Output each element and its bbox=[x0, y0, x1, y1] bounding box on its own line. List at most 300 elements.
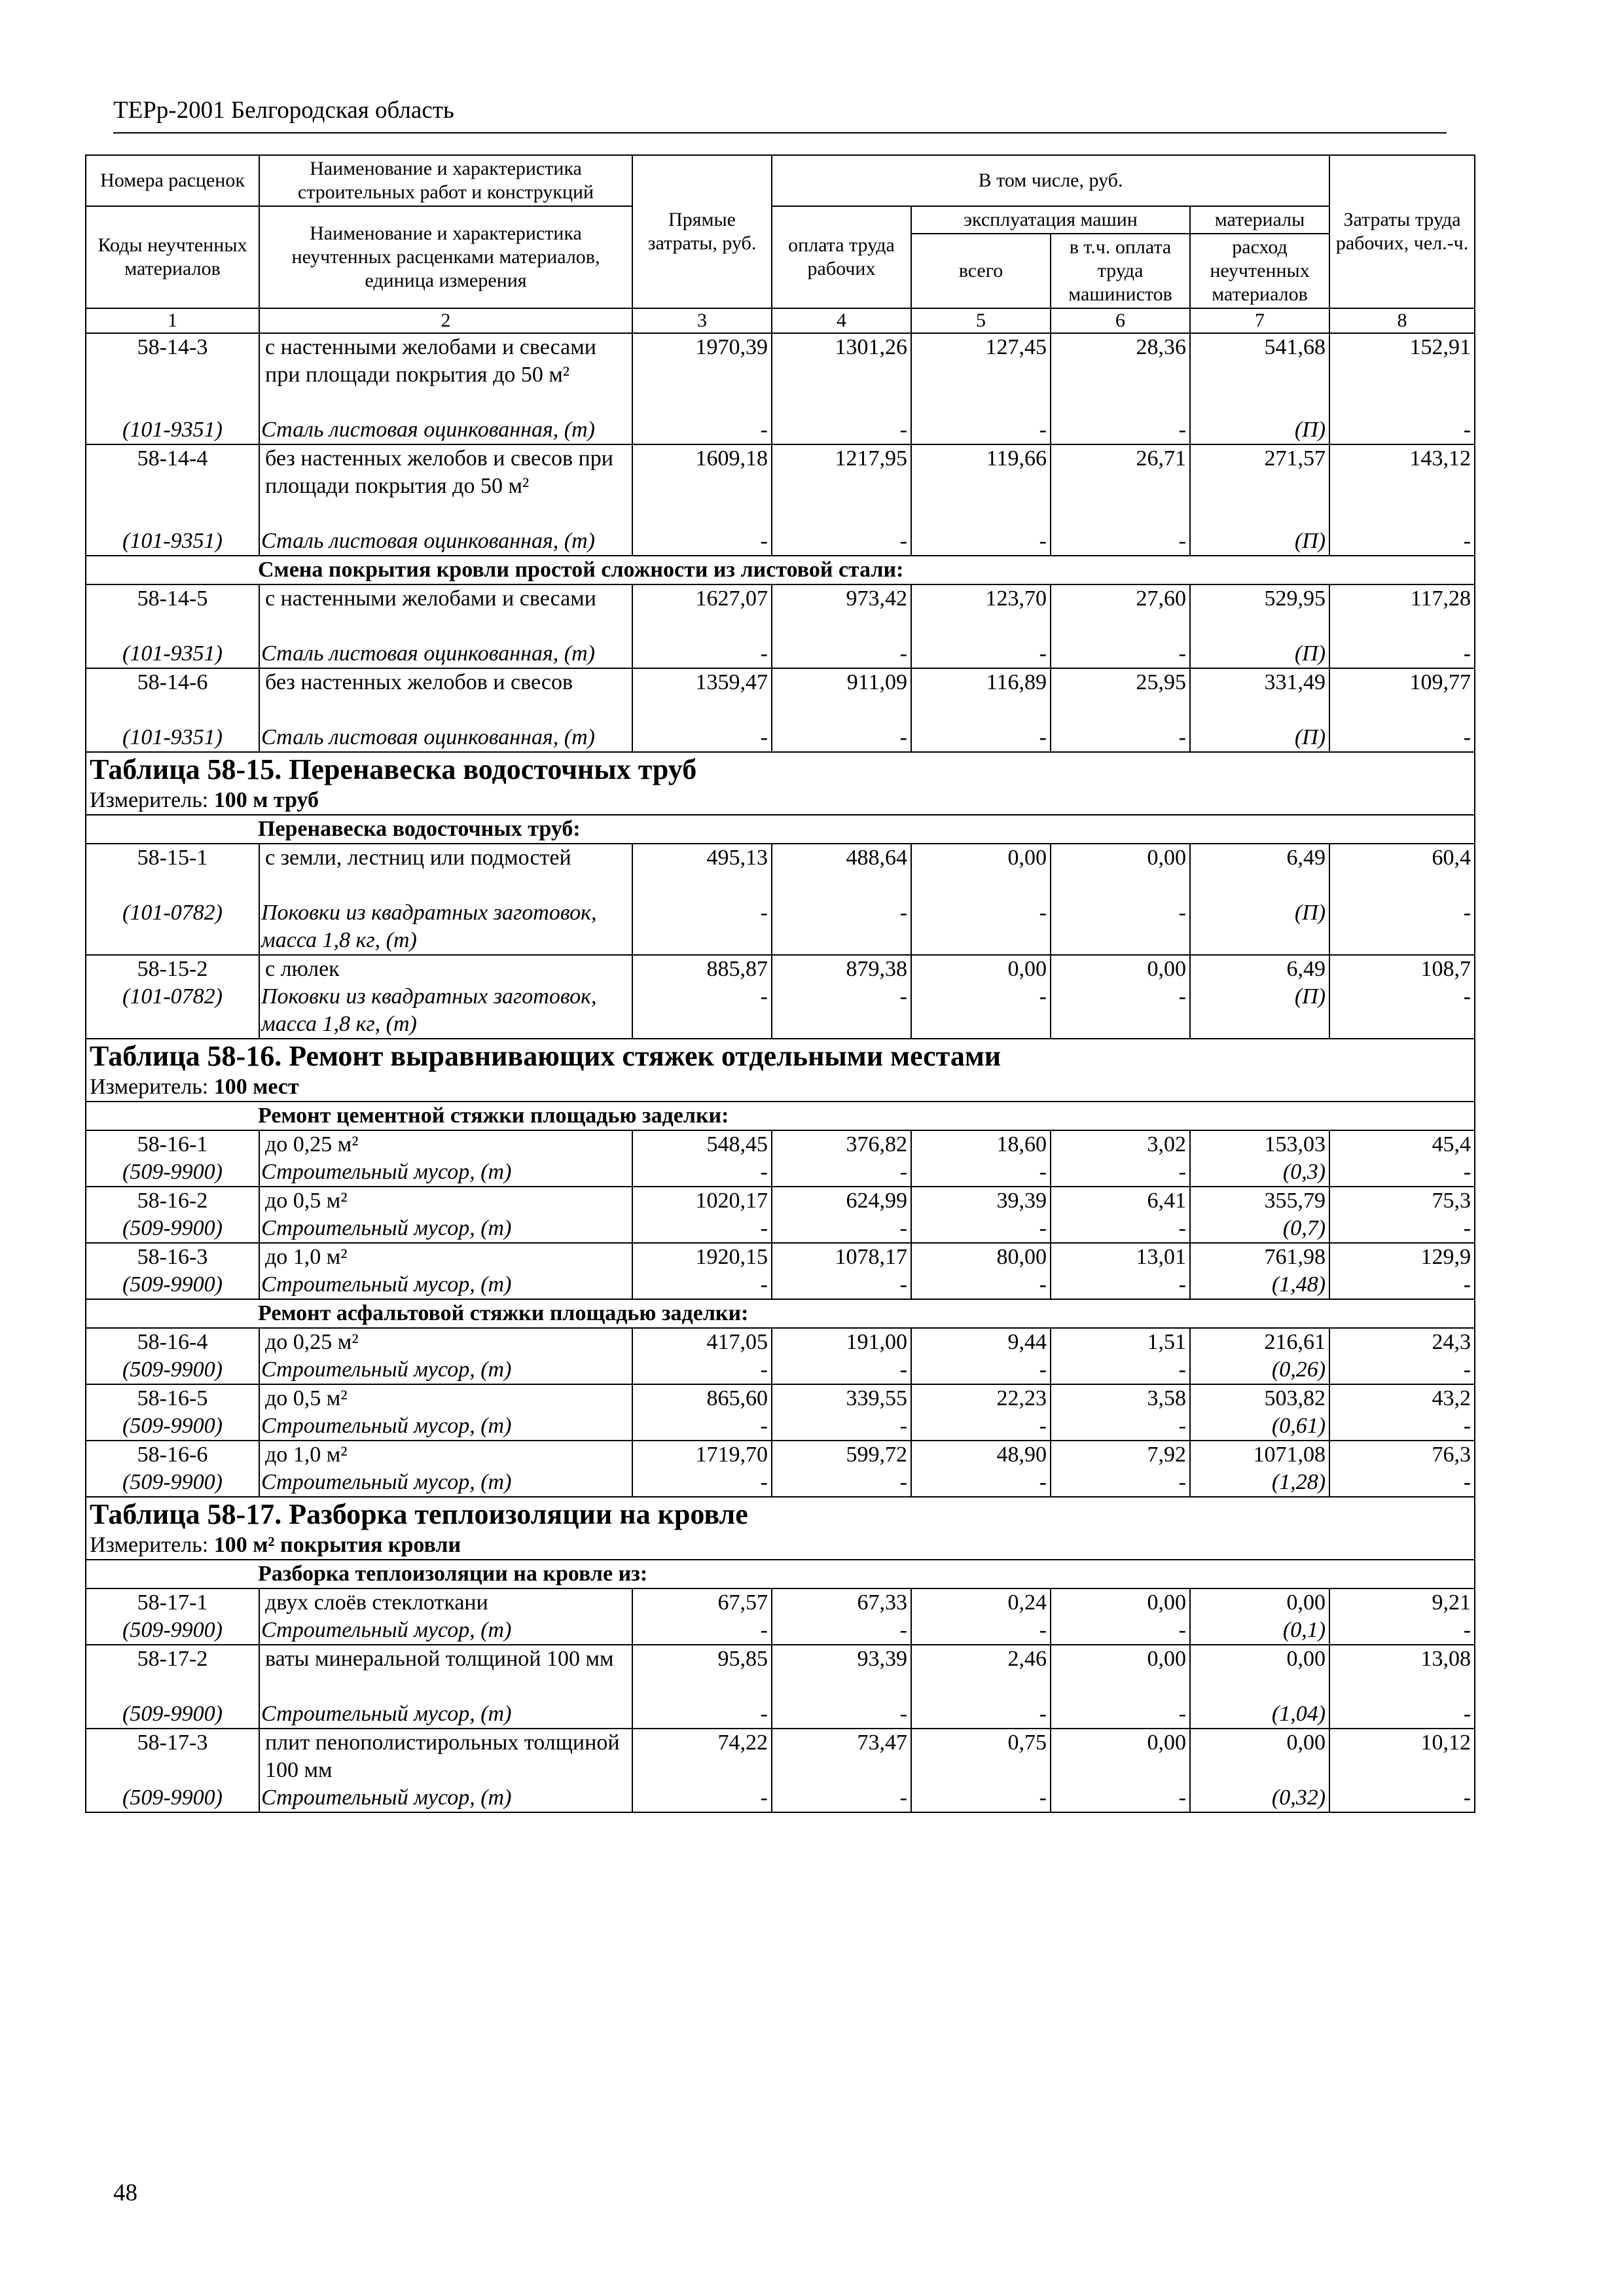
material-code: (509-9900) bbox=[122, 1470, 223, 1494]
section-row bbox=[86, 1560, 1475, 1588]
work-name: до 0,5 м² bbox=[265, 1189, 348, 1213]
material-code: (101-9351) bbox=[122, 418, 223, 442]
material-value: - bbox=[1178, 1618, 1186, 1642]
material-value: (1,48) bbox=[1271, 1272, 1326, 1297]
material-value: - bbox=[899, 725, 907, 749]
table-row bbox=[86, 1328, 1475, 1384]
material-name: Строительный мусор, (т) bbox=[261, 1216, 512, 1240]
spacer bbox=[90, 696, 255, 724]
value: 28,36 bbox=[1136, 335, 1186, 359]
value-cell bbox=[1051, 1328, 1190, 1384]
section-header: Ремонт асфальтовой стяжки площадью заделки: bbox=[258, 1301, 749, 1325]
value: 488,64 bbox=[846, 846, 907, 870]
value: 143,12 bbox=[1409, 446, 1471, 471]
value: 376,82 bbox=[846, 1132, 907, 1157]
material-value: (1,04) bbox=[1271, 1702, 1326, 1726]
material-value: - bbox=[760, 529, 768, 553]
value-cell bbox=[632, 1243, 772, 1299]
table-row bbox=[86, 668, 1475, 752]
material-name: Поковки из квадратных заготовок, масса 1,8 кг, (т) bbox=[261, 984, 597, 1036]
material-value: - bbox=[899, 901, 907, 925]
material-value: - bbox=[1039, 725, 1047, 749]
value-cell bbox=[772, 844, 911, 955]
materials-header: материалы bbox=[1190, 206, 1329, 234]
value: 885,87 bbox=[706, 957, 768, 981]
material-code: (509-9900) bbox=[122, 1160, 223, 1184]
table-body bbox=[86, 333, 1475, 1812]
value: 10,12 bbox=[1420, 1731, 1471, 1755]
rate-code: 58-16-2 bbox=[137, 1189, 208, 1213]
col7-header: расход неучтенных материалов bbox=[1190, 234, 1329, 308]
material-value: - bbox=[1178, 529, 1186, 553]
value-cell bbox=[772, 444, 911, 556]
material-value: - bbox=[899, 1470, 907, 1494]
value-cell bbox=[632, 444, 772, 556]
value-cell bbox=[1190, 1645, 1329, 1729]
material-value: - bbox=[1178, 1414, 1186, 1438]
value-cell bbox=[911, 1243, 1051, 1299]
material-value: (0,1) bbox=[1282, 1618, 1326, 1642]
material-value: - bbox=[899, 984, 907, 1009]
meter-cell bbox=[86, 1532, 1475, 1560]
work-name: двух слоёв стеклоткани bbox=[265, 1590, 488, 1615]
value-cell bbox=[1051, 1130, 1190, 1187]
value: 1359,47 bbox=[695, 670, 768, 694]
col-number: 7 bbox=[1190, 308, 1329, 333]
table-row bbox=[86, 1243, 1475, 1299]
table-row bbox=[86, 333, 1475, 444]
value-cell bbox=[632, 955, 772, 1039]
value-cell bbox=[1190, 1130, 1329, 1187]
material-value: - bbox=[1039, 529, 1047, 553]
meter-label: Измеритель: bbox=[90, 1533, 209, 1557]
value: 0,00 bbox=[1286, 1731, 1326, 1755]
row-name-cell bbox=[259, 1729, 632, 1812]
material-value: - bbox=[1178, 725, 1186, 749]
material-value: - bbox=[899, 641, 907, 666]
value: 331,49 bbox=[1264, 670, 1326, 694]
material-value: - bbox=[1463, 1785, 1471, 1810]
value-cell bbox=[911, 668, 1051, 752]
spacer bbox=[90, 613, 255, 640]
value-cell bbox=[911, 1130, 1051, 1187]
row-code-cell bbox=[86, 1328, 259, 1384]
work-name: ваты минеральной толщиной 100 мм bbox=[265, 1647, 614, 1671]
value-cell bbox=[911, 955, 1051, 1039]
value-cell bbox=[1329, 444, 1475, 556]
value-cell bbox=[911, 1384, 1051, 1441]
value-cell bbox=[632, 1588, 772, 1645]
value-cell bbox=[632, 668, 772, 752]
material-value: - bbox=[1463, 1702, 1471, 1726]
work-name: с люлек bbox=[265, 957, 340, 981]
value-cell bbox=[1190, 844, 1329, 955]
col-number: 5 bbox=[911, 308, 1051, 333]
meter-value: 100 м труб bbox=[213, 788, 319, 812]
work-name: до 1,0 м² bbox=[265, 1443, 348, 1467]
section-row bbox=[86, 1299, 1475, 1328]
material-value: - bbox=[1178, 1357, 1186, 1382]
material-value: - bbox=[1178, 1272, 1186, 1297]
material-value: - bbox=[1039, 1414, 1047, 1438]
table-row bbox=[86, 444, 1475, 556]
value: 1970,39 bbox=[695, 335, 768, 359]
row-code-cell bbox=[86, 1384, 259, 1441]
value: 0,00 bbox=[1007, 846, 1047, 870]
material-value: - bbox=[760, 1160, 768, 1184]
material-value: - bbox=[1039, 1272, 1047, 1297]
value: 76,3 bbox=[1432, 1443, 1471, 1467]
material-value: - bbox=[1463, 1470, 1471, 1494]
work-name: с земли, лестниц или подмостей bbox=[265, 846, 571, 870]
material-name: Строительный мусор, (т) bbox=[261, 1160, 512, 1184]
value-cell bbox=[911, 1645, 1051, 1729]
value-cell bbox=[1329, 333, 1475, 444]
value: 48,90 bbox=[996, 1443, 1047, 1467]
material-code: (509-9900) bbox=[122, 1272, 223, 1297]
section-header-cell bbox=[86, 1560, 1475, 1588]
value-cell bbox=[1190, 333, 1329, 444]
material-value: - bbox=[1039, 1357, 1047, 1382]
material-value: - bbox=[899, 1414, 907, 1438]
material-value: (0,7) bbox=[1282, 1216, 1326, 1240]
meter-row bbox=[86, 1532, 1475, 1560]
material-code: (509-9900) bbox=[122, 1618, 223, 1642]
value-cell bbox=[911, 1441, 1051, 1497]
material-code: (101-9351) bbox=[122, 725, 223, 749]
table-row bbox=[86, 844, 1475, 955]
material-value: - bbox=[760, 984, 768, 1009]
value: 9,44 bbox=[1007, 1330, 1047, 1354]
table-title: Таблица 58-15. Перенавеска водосточных труб bbox=[86, 752, 1475, 787]
value: 0,00 bbox=[1147, 846, 1186, 870]
material-name: Строительный мусор, (т) bbox=[261, 1414, 512, 1438]
rate-code: 58-17-1 bbox=[137, 1590, 208, 1615]
material-value: - bbox=[1178, 1702, 1186, 1726]
value: 1627,07 bbox=[695, 586, 768, 611]
value: 67,33 bbox=[857, 1590, 907, 1615]
rate-code: 58-17-2 bbox=[137, 1647, 208, 1671]
value-cell bbox=[1051, 955, 1190, 1039]
rate-code: 58-15-2 bbox=[137, 957, 208, 981]
rate-code: 58-16-5 bbox=[137, 1386, 208, 1410]
value: 973,42 bbox=[846, 586, 907, 611]
material-value: - bbox=[760, 1785, 768, 1810]
col6-header: в т.ч. оплата труда машинистов bbox=[1051, 234, 1190, 308]
material-name: Строительный мусор, (т) bbox=[261, 1272, 512, 1297]
meter-value: 100 мест bbox=[213, 1075, 299, 1099]
col1-header-top: Номера расценок bbox=[86, 155, 259, 206]
material-name: Строительный мусор, (т) bbox=[261, 1618, 512, 1642]
value-cell bbox=[632, 1130, 772, 1187]
material-value: - bbox=[1463, 1357, 1471, 1382]
value-cell bbox=[772, 1384, 911, 1441]
row-name-cell bbox=[259, 1243, 632, 1299]
row-code-cell bbox=[86, 955, 259, 1039]
value-cell bbox=[911, 444, 1051, 556]
value-cell bbox=[1329, 1187, 1475, 1243]
section-header: Ремонт цементной стяжки площадью заделки: bbox=[258, 1103, 729, 1128]
section-header-cell bbox=[86, 556, 1475, 584]
value: 127,45 bbox=[985, 335, 1047, 359]
value: 599,72 bbox=[846, 1443, 907, 1467]
value: 216,61 bbox=[1264, 1330, 1326, 1354]
value: 39,39 bbox=[996, 1189, 1047, 1213]
row-code-cell bbox=[86, 1243, 259, 1299]
value: 865,60 bbox=[706, 1386, 768, 1410]
value-cell bbox=[911, 1328, 1051, 1384]
material-value: - bbox=[760, 418, 768, 442]
col4-header: оплата труда рабочих bbox=[772, 206, 911, 308]
value-cell bbox=[772, 1729, 911, 1812]
row-code-cell bbox=[86, 1588, 259, 1645]
meter-cell bbox=[86, 1073, 1475, 1102]
value: 1,51 bbox=[1147, 1330, 1186, 1354]
material-value: - bbox=[760, 1414, 768, 1438]
value-cell bbox=[632, 1441, 772, 1497]
table-row bbox=[86, 1441, 1475, 1497]
value: 271,57 bbox=[1264, 446, 1326, 471]
value: 13,01 bbox=[1136, 1245, 1186, 1269]
value-cell bbox=[1051, 1243, 1190, 1299]
value-cell bbox=[1329, 1441, 1475, 1497]
material-value: - bbox=[1463, 529, 1471, 553]
value: 119,66 bbox=[986, 446, 1047, 471]
material-name: Строительный мусор, (т) bbox=[261, 1702, 512, 1726]
value: 1301,26 bbox=[835, 335, 907, 359]
value-cell bbox=[1329, 584, 1475, 668]
work-name: до 0,25 м² bbox=[265, 1132, 359, 1157]
rate-code: 58-16-4 bbox=[137, 1330, 208, 1354]
value-cell bbox=[772, 1441, 911, 1497]
row-name-cell bbox=[259, 844, 632, 955]
value: 22,23 bbox=[996, 1386, 1047, 1410]
value-cell bbox=[1190, 1588, 1329, 1645]
rate-code: 58-14-3 bbox=[137, 335, 208, 359]
value: 541,68 bbox=[1264, 335, 1326, 359]
value: 116,89 bbox=[986, 670, 1047, 694]
value-cell bbox=[1190, 1441, 1329, 1497]
material-name: Сталь листовая оцинкованная, (т) bbox=[261, 725, 595, 749]
value-cell bbox=[632, 1187, 772, 1243]
value: 3,02 bbox=[1147, 1132, 1186, 1157]
value: 1719,70 bbox=[695, 1443, 768, 1467]
table-row bbox=[86, 1384, 1475, 1441]
value-cell bbox=[772, 1645, 911, 1729]
material-value: - bbox=[899, 1160, 907, 1184]
value-cell bbox=[772, 1328, 911, 1384]
col-number: 6 bbox=[1051, 308, 1190, 333]
material-value: (0,61) bbox=[1271, 1414, 1326, 1438]
material-name: Строительный мусор, (т) bbox=[261, 1470, 512, 1494]
value-cell bbox=[1329, 1588, 1475, 1645]
row-name-cell bbox=[259, 1384, 632, 1441]
material-code: (509-9900) bbox=[122, 1357, 223, 1382]
value-cell bbox=[1190, 1187, 1329, 1243]
col3-header: Прямые затраты, руб. bbox=[632, 155, 772, 308]
spacer bbox=[90, 872, 255, 899]
value-cell bbox=[772, 955, 911, 1039]
value-cell bbox=[1051, 1588, 1190, 1645]
value-cell bbox=[1190, 584, 1329, 668]
value-cell bbox=[1329, 1328, 1475, 1384]
value-cell bbox=[1190, 955, 1329, 1039]
row-name-cell bbox=[259, 444, 632, 556]
material-value: - bbox=[1463, 901, 1471, 925]
value: 0,00 bbox=[1286, 1590, 1326, 1615]
material-value: (1,28) bbox=[1271, 1470, 1326, 1494]
material-code: (509-9900) bbox=[122, 1414, 223, 1438]
value-cell bbox=[632, 1645, 772, 1729]
value: 7,92 bbox=[1147, 1443, 1186, 1467]
section-header: Разборка теплоизоляции на кровле из: bbox=[258, 1562, 648, 1586]
value: 129,9 bbox=[1420, 1245, 1471, 1269]
value: 67,57 bbox=[717, 1590, 768, 1615]
value: 1078,17 bbox=[835, 1245, 907, 1269]
page-number: 48 bbox=[113, 2179, 137, 2206]
section-header: Смена покрытия кровли простой сложности из листовой стали: bbox=[258, 558, 904, 582]
rate-code: 58-14-5 bbox=[137, 586, 208, 611]
material-value: - bbox=[1039, 1470, 1047, 1494]
value: 495,13 bbox=[706, 846, 768, 870]
work-name: без настенных желобов и свесов bbox=[265, 670, 573, 694]
value: 0,00 bbox=[1147, 1731, 1186, 1755]
value: 503,82 bbox=[1264, 1386, 1326, 1410]
material-value: - bbox=[1463, 1216, 1471, 1240]
table-title: Таблица 58-17. Разборка теплоизоляции на кровле bbox=[86, 1497, 1475, 1532]
material-value: - bbox=[760, 1470, 768, 1494]
value-cell bbox=[1329, 1645, 1475, 1729]
col-number: 2 bbox=[259, 308, 632, 333]
rate-code: 58-15-1 bbox=[137, 846, 208, 870]
material-value: - bbox=[760, 1272, 768, 1297]
row-name-cell bbox=[259, 1588, 632, 1645]
table-title: Таблица 58-16. Ремонт выравнивающих стяжек отдельными местами bbox=[86, 1039, 1475, 1073]
row-code-cell bbox=[86, 444, 259, 556]
spacer bbox=[90, 473, 255, 528]
table-title-row bbox=[86, 752, 1475, 787]
value-cell bbox=[911, 333, 1051, 444]
col-number: 1 bbox=[86, 308, 259, 333]
material-value: (0,3) bbox=[1282, 1160, 1326, 1184]
work-name: без настенных желобов и свесов при площади покрытия до 50 м² bbox=[265, 446, 613, 498]
row-name-cell bbox=[259, 1441, 632, 1497]
value-cell bbox=[1329, 1130, 1475, 1187]
material-value: - bbox=[760, 1618, 768, 1642]
material-value: (П) bbox=[1294, 984, 1326, 1009]
value-cell bbox=[1329, 668, 1475, 752]
material-value: - bbox=[1178, 1785, 1186, 1810]
col1-header-bottom: Коды неучтенных материалов bbox=[86, 206, 259, 308]
row-name-cell bbox=[259, 1130, 632, 1187]
spacer bbox=[90, 1757, 255, 1784]
section-row bbox=[86, 556, 1475, 584]
value: 80,00 bbox=[996, 1245, 1047, 1269]
meter-row bbox=[86, 787, 1475, 815]
material-value: - bbox=[899, 1357, 907, 1382]
work-name: плит пенополистирольных толщиной 100 мм bbox=[265, 1731, 620, 1782]
material-value: - bbox=[1178, 984, 1186, 1009]
work-name: до 0,5 м² bbox=[265, 1386, 348, 1410]
material-code: (101-9351) bbox=[122, 641, 223, 666]
section-row bbox=[86, 1102, 1475, 1130]
material-value: - bbox=[1463, 641, 1471, 666]
material-value: - bbox=[1178, 1216, 1186, 1240]
material-value: (П) bbox=[1294, 418, 1326, 442]
material-name: Сталь листовая оцинкованная, (т) bbox=[261, 641, 595, 666]
material-code: (509-9900) bbox=[122, 1216, 223, 1240]
value: 2,46 bbox=[1007, 1647, 1047, 1671]
col-number: 4 bbox=[772, 308, 911, 333]
value-cell bbox=[911, 1187, 1051, 1243]
section-header-cell bbox=[86, 1102, 1475, 1130]
table-row bbox=[86, 955, 1475, 1039]
material-name: Сталь листовая оцинкованная, (т) bbox=[261, 418, 595, 442]
value: 355,79 bbox=[1264, 1189, 1326, 1213]
value: 624,99 bbox=[846, 1189, 907, 1213]
value: 43,2 bbox=[1432, 1386, 1471, 1410]
material-value: - bbox=[1463, 1414, 1471, 1438]
value: 0,75 bbox=[1007, 1731, 1047, 1755]
value-cell bbox=[1051, 1645, 1190, 1729]
row-code-cell bbox=[86, 844, 259, 955]
value: 109,77 bbox=[1409, 670, 1471, 694]
material-value: - bbox=[1039, 984, 1047, 1009]
value-cell bbox=[772, 1130, 911, 1187]
value: 108,7 bbox=[1420, 957, 1471, 981]
value: 45,4 bbox=[1432, 1132, 1471, 1157]
value-cell bbox=[772, 333, 911, 444]
material-value: (П) bbox=[1294, 641, 1326, 666]
value: 93,39 bbox=[857, 1647, 907, 1671]
meter-cell bbox=[86, 787, 1475, 815]
value: 73,47 bbox=[857, 1731, 907, 1755]
material-value: - bbox=[899, 529, 907, 553]
value: 74,22 bbox=[717, 1731, 768, 1755]
value-cell bbox=[772, 1187, 911, 1243]
material-code: (101-0782) bbox=[122, 901, 223, 925]
row-name-cell bbox=[259, 1187, 632, 1243]
value-cell bbox=[632, 584, 772, 668]
material-value: - bbox=[1039, 901, 1047, 925]
value-cell bbox=[1051, 444, 1190, 556]
value: 761,98 bbox=[1264, 1245, 1326, 1269]
value-cell bbox=[632, 1328, 772, 1384]
section-header-cell bbox=[86, 815, 1475, 844]
value-cell bbox=[772, 1588, 911, 1645]
material-value: - bbox=[760, 641, 768, 666]
value-cell bbox=[1190, 1328, 1329, 1384]
value: 1020,17 bbox=[695, 1189, 768, 1213]
row-code-cell bbox=[86, 1130, 259, 1187]
value-cell bbox=[1329, 1243, 1475, 1299]
value-cell bbox=[1051, 1384, 1190, 1441]
material-value: (0,26) bbox=[1271, 1357, 1326, 1382]
value-cell bbox=[1051, 1729, 1190, 1812]
value-cell bbox=[911, 584, 1051, 668]
row-code-cell bbox=[86, 333, 259, 444]
value: 75,3 bbox=[1432, 1189, 1471, 1213]
material-value: - bbox=[1178, 1470, 1186, 1494]
col5-header: всего bbox=[911, 234, 1051, 308]
material-value: - bbox=[1463, 1160, 1471, 1184]
value-cell bbox=[1190, 668, 1329, 752]
material-value: - bbox=[1039, 1160, 1047, 1184]
price-table bbox=[85, 154, 1475, 1813]
meter-label: Измеритель: bbox=[90, 788, 209, 812]
value: 1609,18 bbox=[695, 446, 768, 471]
value-cell bbox=[772, 668, 911, 752]
